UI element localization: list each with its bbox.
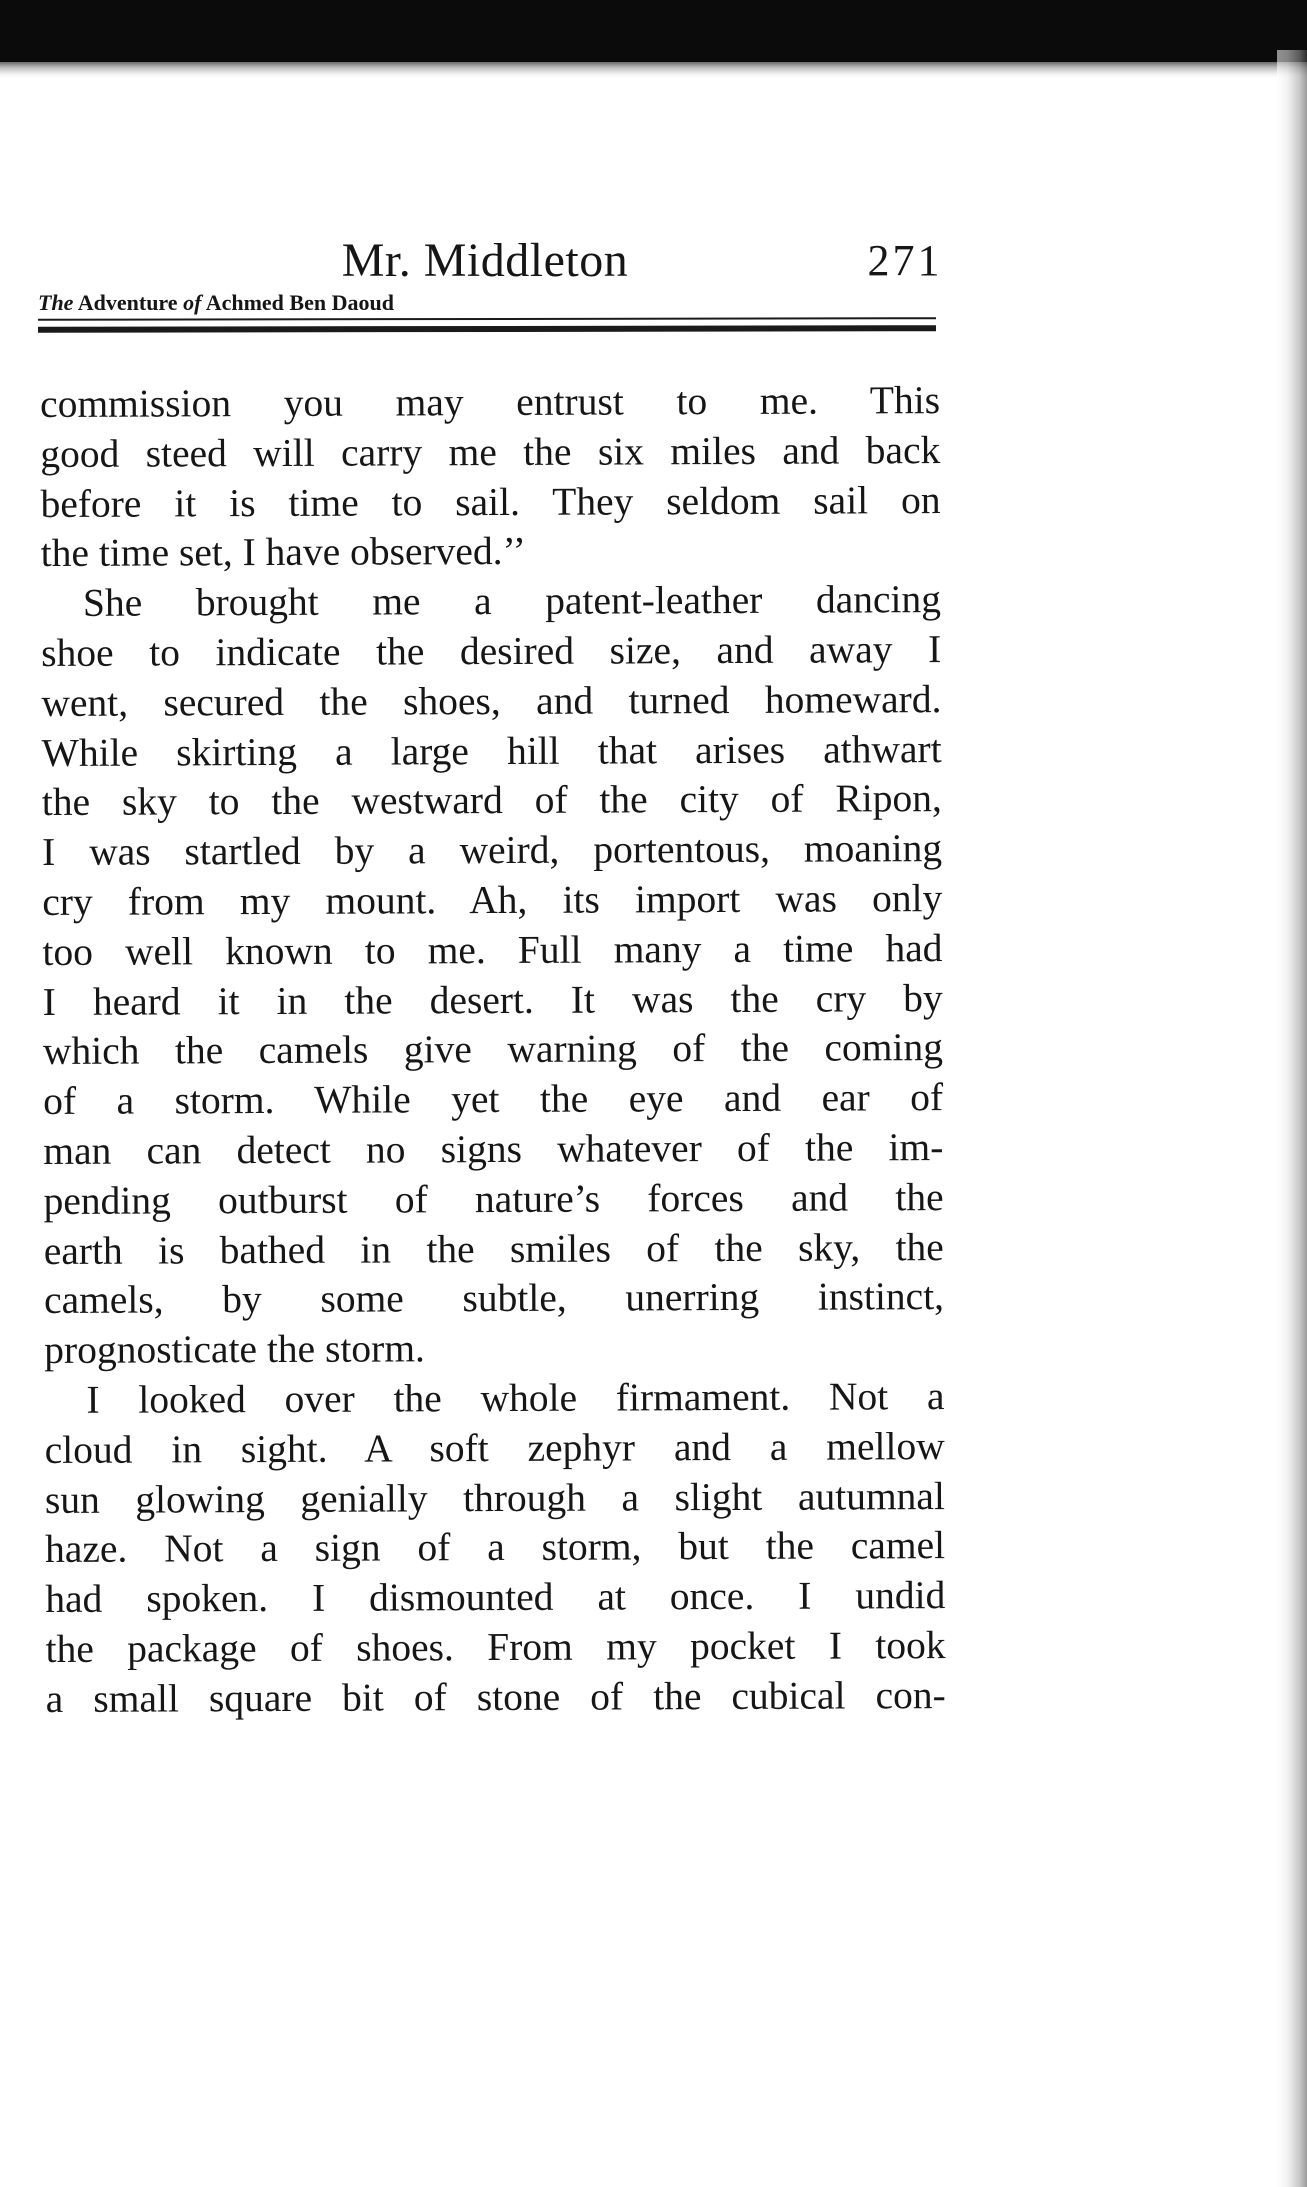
text-line: camels, by some subtle, unerring instinct,: [43, 1274, 945, 1323]
subtitle-of: of: [183, 290, 202, 315]
text-line: I heard it in the desert. It was the cry by: [42, 975, 943, 1024]
text-line: haze. Not a sign of a storm, but the camel: [45, 1523, 946, 1572]
header-rule-thick: [38, 325, 936, 333]
text-line: man can detect no signs whatever of the im-: [43, 1125, 944, 1173]
text-line: She brought me a patent-leather dancing: [82, 577, 942, 626]
header-rule-thin: [38, 317, 936, 321]
text-line: too well known to me. Full many a time had: [42, 925, 943, 974]
subtitle-the: The: [38, 290, 74, 315]
text-line: sun glowing genially through a slight autumnal: [44, 1473, 945, 1522]
text-line: before it is time to sail. They seldom sail on: [40, 477, 941, 526]
text-line: good steed will carry me the six miles and back: [40, 427, 941, 476]
text-line: had spoken. I dismounted at once. I undid: [45, 1573, 946, 1622]
chapter-subtitle: [38, 289, 738, 317]
text-line: prognosticate the storm.: [44, 1326, 425, 1373]
text-line: pending outburst of nature’s forces and the: [43, 1174, 944, 1223]
text-line: a small square bit of stone of the cubical con-: [45, 1672, 946, 1721]
text-line: earth is bathed in the smiles of the sky, the: [43, 1224, 944, 1273]
text-line: commission you may entrust to me. This: [40, 378, 941, 426]
text-line: cloud in sight. A soft zephyr and a mellow: [44, 1423, 945, 1472]
text-line: went, secured the shoes, and turned homeward.: [41, 676, 942, 725]
text-line: the sky to the westward of the city of Ripon,: [41, 776, 942, 825]
subtitle-name: Achmed Ben Daoud: [205, 290, 394, 315]
text-line: cry from my mount. Ah, its import was only: [42, 876, 943, 924]
body-text: [40, 376, 946, 1724]
subtitle-adventure: Adventure: [77, 290, 178, 315]
running-title: Mr. Middleton: [341, 234, 629, 287]
text-line: While skirting a large hill that arises athwart: [41, 726, 942, 775]
text-line: I was startled by a weird, portentous, moaning: [41, 826, 943, 875]
text-line: of a storm. While yet the eye and ear of: [43, 1075, 944, 1124]
text-line: the time set, I have observed.’’: [40, 529, 527, 576]
text-line: shoe to indicate the desired size, and away I: [41, 627, 942, 675]
page-number: 271: [867, 236, 943, 285]
text-line: I looked over the whole firmament. Not a: [86, 1374, 945, 1422]
text-line: the package of shoes. From my pocket I took: [45, 1622, 946, 1671]
text-line: which the camels give warning of the coming: [42, 1025, 944, 1074]
